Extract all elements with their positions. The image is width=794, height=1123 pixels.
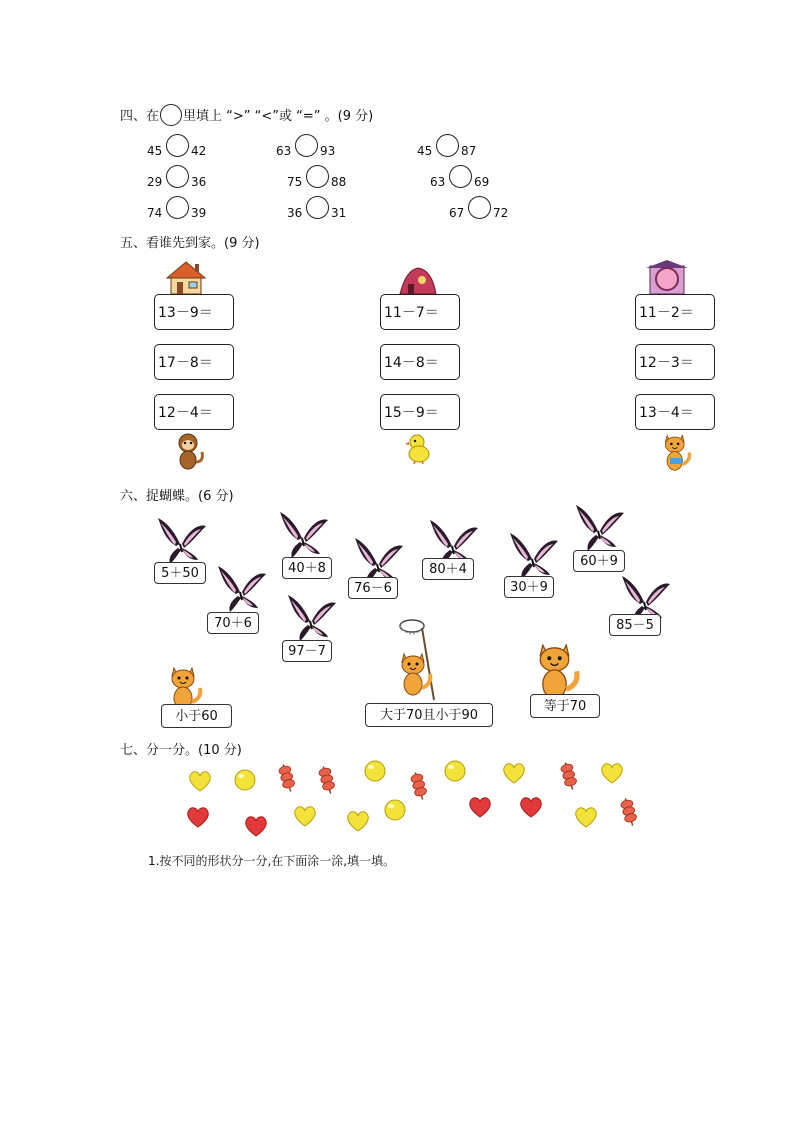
circle-icon <box>160 104 182 126</box>
house-icon <box>165 260 207 294</box>
subtraction-box: 12－3＝ <box>635 344 715 380</box>
kebab-icon <box>318 766 336 796</box>
butterfly-expression[interactable]: 60＋9 <box>573 550 625 572</box>
section-6-title: 六、捉蝴蝶。(6 分) <box>120 489 234 504</box>
answer-circle[interactable] <box>468 196 491 219</box>
butterfly-expression[interactable]: 30＋9 <box>504 576 554 598</box>
yellow-ball-icon <box>384 799 406 821</box>
red-heart-icon <box>519 796 543 818</box>
answer-circle[interactable] <box>166 196 189 219</box>
answer-circle[interactable] <box>306 196 329 219</box>
answer-circle[interactable] <box>166 165 189 188</box>
yellow-heart-icon <box>188 770 212 792</box>
subtraction-box: 13－4＝ <box>635 394 715 430</box>
butterfly-expression[interactable]: 76－6 <box>348 577 398 599</box>
butterfly-expression[interactable]: 40＋8 <box>282 557 332 579</box>
cat-with-net-icon <box>388 618 448 702</box>
butterfly-icon <box>158 518 206 564</box>
answer-circle[interactable] <box>436 134 459 157</box>
cat-label-range: 大于70且小于90 <box>365 703 493 727</box>
answer-circle[interactable] <box>295 134 318 157</box>
subtraction-box: 15－9＝ <box>380 394 460 430</box>
butterfly-expression[interactable]: 85－5 <box>609 614 661 636</box>
butterfly-icon <box>576 505 624 551</box>
butterfly-icon <box>510 533 558 579</box>
butterfly-icon <box>218 566 266 612</box>
butterfly-expression[interactable]: 97－7 <box>282 640 332 662</box>
kebab-icon <box>278 764 296 794</box>
cat-icon <box>168 664 208 706</box>
section-5-title: 五、看谁先到家。(9 分) <box>120 236 260 251</box>
section-7-title: 七、分一分。(10 分) <box>120 743 242 758</box>
yellow-heart-icon <box>346 810 370 832</box>
round-window-house-icon <box>646 260 688 294</box>
kitten-icon <box>662 432 694 470</box>
yellow-heart-icon <box>574 806 598 828</box>
subtraction-box: 17－8＝ <box>154 344 234 380</box>
yellow-ball-icon <box>234 769 256 791</box>
cat-icon <box>535 640 595 696</box>
butterfly-icon <box>280 512 328 558</box>
subtraction-box: 13－9＝ <box>154 294 234 330</box>
butterfly-expression[interactable]: 80＋4 <box>422 558 474 580</box>
red-heart-icon <box>186 806 210 828</box>
cat-label-less-than: 小于60 <box>161 704 232 728</box>
kebab-icon <box>620 798 638 828</box>
yellow-ball-icon <box>364 760 386 782</box>
kebab-icon <box>410 772 428 802</box>
butterfly-expression[interactable]: 5＋50 <box>154 562 206 584</box>
yellow-ball-icon <box>444 760 466 782</box>
subtraction-box: 11－7＝ <box>380 294 460 330</box>
subtraction-box: 14－8＝ <box>380 344 460 380</box>
answer-circle[interactable] <box>166 134 189 157</box>
answer-circle[interactable] <box>306 165 329 188</box>
butterfly-expression[interactable]: 70＋6 <box>207 612 259 634</box>
yellow-heart-icon <box>600 762 624 784</box>
chick-icon <box>405 432 433 464</box>
subtraction-box: 11－2＝ <box>635 294 715 330</box>
section-4-title: 四、在 里填上 “>” “<”或 “=” 。(9 分) <box>120 104 373 126</box>
answer-circle[interactable] <box>449 165 472 188</box>
butterfly-icon <box>288 595 336 641</box>
yellow-heart-icon <box>502 762 526 784</box>
yellow-heart-icon <box>293 805 317 827</box>
red-heart-icon <box>244 815 268 837</box>
instruction-text: 1.按不同的形状分一分,在下面涂一涂,填一填。 <box>148 854 396 868</box>
mound-house-icon <box>398 266 438 294</box>
cat-label-equal: 等于70 <box>530 694 600 718</box>
monkey-icon <box>172 432 204 470</box>
kebab-icon <box>560 762 578 792</box>
red-heart-icon <box>468 796 492 818</box>
subtraction-box: 12－4＝ <box>154 394 234 430</box>
